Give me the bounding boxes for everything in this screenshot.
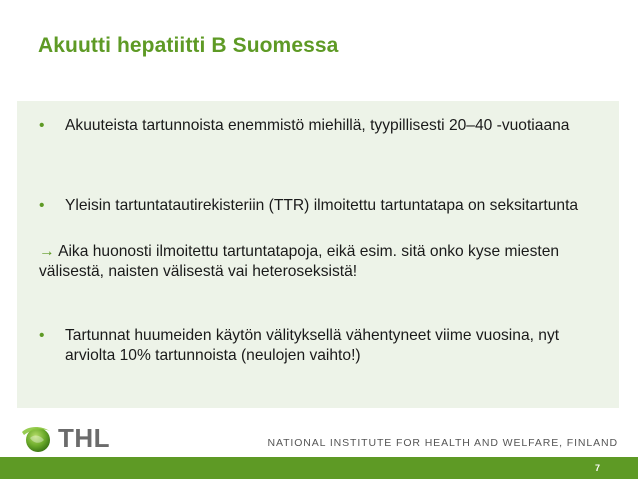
slide-title: Akuutti hepatiitti B Suomessa: [38, 34, 339, 57]
bullet-item: [39, 116, 609, 136]
bullet-item: [39, 196, 609, 216]
arrow-icon: →: [39, 243, 55, 260]
logo-text: THL: [58, 422, 111, 453]
bullet-marker: •: [39, 197, 45, 214]
page-number: 7: [594, 463, 600, 473]
footer-bar: [0, 457, 638, 479]
bullet-item: [39, 326, 609, 366]
bullet-marker: •: [39, 117, 45, 134]
note-text: Aika huonosti ilmoitettu tartuntatapoja, eikä esim. sitä onko kyse miesten välisestä, naisten välisestä vai heteroseksistä!: [39, 243, 560, 280]
bullet-text: Yleisin tartuntatautirekisteriin (TTR) ilmoitettu tartuntatapa on seksitartunta: [65, 197, 579, 214]
bullet-text: Tartunnat huumeiden käytön välityksellä vähentyneet viime vuosina, nyt arviolta 10% tartunnoista (neulojen vaihto!): [65, 327, 560, 364]
bullet-marker: •: [39, 327, 45, 344]
content-box: [17, 101, 619, 408]
note-line: [39, 242, 609, 282]
bullet-text: Akuuteista tartunnoista enemmistö miehillä, tyypillisesti 20–40 -vuotiaana: [65, 117, 570, 134]
thl-globe-logo-icon: [20, 422, 54, 454]
institute-name: NATIONAL INSTITUTE FOR HEALTH AND WELFARE, FINLAND: [267, 437, 618, 449]
thl-logo: [20, 420, 110, 456]
